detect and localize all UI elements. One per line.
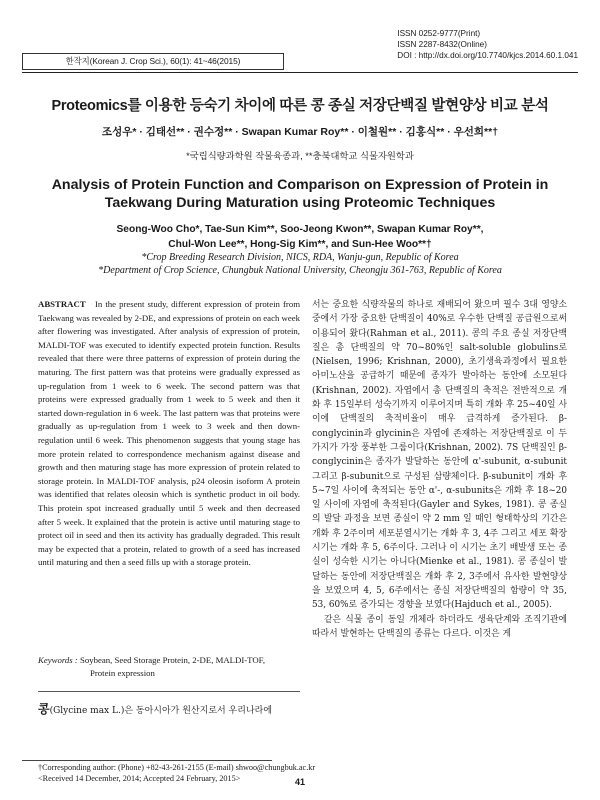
received-dates: <Received 14 December, 2014; Accepted 24 February, 2015> <box>38 774 241 783</box>
issn-online: ISSN 2287-8432(Online) <box>397 40 487 49</box>
keywords-line-2: Protein expression <box>90 668 155 679</box>
journal-citation: 한작지(Korean J. Crop Sci.), 60(1): 41~46(2015) <box>22 53 284 70</box>
keywords <box>38 654 300 680</box>
korean-title: Proteomics를 이용한 등숙기 차이에 따른 콩 종실 저장단백질 발현양상 비교 분석 <box>51 98 549 114</box>
english-title <box>30 176 570 212</box>
english-authors <box>30 222 570 252</box>
intro-first-line <box>38 702 300 718</box>
english-affiliation <box>20 252 580 277</box>
issn-print: ISSN 0252-9777(Print) <box>397 29 481 38</box>
korean-authors: 조성우* · 김태선** · 권수정** · Swapan Kumar Roy** · 이철원** · 김홍식** · 우선희**† <box>101 126 499 138</box>
issn-doi-block <box>397 28 578 61</box>
intro-line-text: (Glycine max L.)은 동아시아가 원산지로서 우리나라에 <box>49 706 273 716</box>
korean-affiliation: *국립식량과학원 작물육종과, **충북대학교 식물자원학과 <box>186 151 414 161</box>
english-title-line-2: Taekwang During Maturation using Proteomic Techniques <box>104 195 496 211</box>
english-authors-line-1: Seong-Woo Cho*, Tae-Sun Kim**, Soo-Jeong Kwon**, Swapan Kumar Roy**, <box>116 224 484 235</box>
english-title-line-1: Analysis of Protein Function and Comparison on Expression of Protein in <box>51 177 549 193</box>
body-paragraph-2: 같은 식물 종이 동일 개체라 하더라도 생육단계와 조직기관에 따라서 발현하는 단백질의 종류는 다르다. 이것은 게 <box>312 614 567 639</box>
footnote-divider <box>22 760 272 761</box>
english-affiliation-line-1: *Crop Breeding Research Division, NICS, RDA, Wanju-gun, Republic of Korea <box>141 252 459 263</box>
header-divider <box>22 72 578 73</box>
drop-cap: 콩 <box>38 702 50 716</box>
keywords-line-1: Soybean, Seed Storage Protein, 2-DE, MALDI-TOF, <box>79 655 266 665</box>
page-number: 41 <box>294 777 305 787</box>
corresponding-author: †Corresponding author: (Phone) +82-43-261-2155 (E-mail) shwoo@chungbuk.ac.kr <box>38 763 316 772</box>
english-affiliation-line-2: *Department of Crop Science, Chungbuk National University, Cheongju 361-763, Republic of Korea <box>98 264 502 276</box>
abstract <box>38 298 300 570</box>
english-authors-line-2: Chul-Won Lee**, Hong-Sig Kim**, and Sun-Hee Woo**† <box>168 239 432 250</box>
right-column-body <box>312 298 567 641</box>
doi-link[interactable]: DOI : http://dx.doi.org/10.7740/kjcs.2014.60.1.041 <box>397 51 578 60</box>
keywords-divider <box>38 691 300 692</box>
abstract-label: ABSTRACT <box>38 299 86 309</box>
body-paragraph-1: 서는 중요한 식량작물의 하나로 재배되어 왔으며 필수 3대 영양소 중에서 가장 중요한 단백질이 40%로 우수한 단백질 공급원으로써 이용되어 왔다(Rahman et al., 2011). 콩의 주요 종실 저장단백질은 총 단백질의 약 70~80%인 salt-soluble globulins로(Nielsen, 1996; Krishnan, 2000), 초기생육과정에서 필요한 아미노산을 공급하기 때문에 종자가 발아하는 동안에 소모된다(Krishnan, 2002). 자엽에서 총 단백질의 축적은 전반적으로 개화 후 15일부터 성숙기까지 이루어지며 특히 개화 후 25~40일 사이에 단백질의 축적비율이 매우 급격하게 증가된다. β-conglycinin과 glycinin은 자엽에 존재하는 저장단백질로 이 두 가지가 가장 풍부한 그룹이다(Krishnan, 2002). 7S 단백질인 β-conglycinin은 종자가 발달하는 동안에 α'-subunit, α-subunit 그리고 β-subunit으로 구성된 삼량체이다. β-subunit이 개화 후 5~7일 사이에 축적되는 동안 α'-, α-subunits은 개화 후 18~20일 사이에 자엽에 축적된다(Gayler and Sykes, 1981). 콩 종실의 발달 과정을 보면 종실이 약 2 mm 일 때인 형태학상의 기간은 개화 후 2주이며 세포분열시기는 개화 후 3, 4주 그리고 세포 확장 시기는 개화 후 5, 6주이다. 그러나 이 시기는 초기 배발생 또는 종실이 성숙한 시기는 아니다(Mienke et al., 1981). 콩 종실이 발달하는 동안에 저장단백질은 개화 후 2, 3주에서 유사한 발현양상을 보였으며 4, 5, 6주에서는 종실 저장단백질의 함량이 약 35, 53, 60%로 증가되는 경향을 보였다(Hajduch et al., 2005). <box>312 300 567 611</box>
keywords-label: Keywords : <box>38 655 78 665</box>
abstract-text: In the present study, different expression of protein from Taekwang was revealed by 2-DE, and expressions of protein on each week after flowering was investigated. After analysis of expression of protein, MALDI-TOF was executed to identify expected protein function. Results revealed that there were three patterns of expression of protein during the maturing. The first pattern was that proteins were gradually expressed as up-regulation from 1 week to 6 week. The second pattern was that proteins were expressed gradually from 1 week to 5 week and then it started down-regulation in 6 week. The last pattern was that proteins were gradually as up-regulation from 1 week to 3 week and then down-regulation until 6 week. This phenomenon suggests that young stage has more protein related to correspondence mechanism against disease and growth and then maturing stage has more expression of protein related to storage protein. In MALDI-TOF analysis, p24 oleosin isoform A protein was identified that relates oleosin which is synthetic product in oil body. This protein spot increased gradually until 5 week and then decreased after 5 week. It explained that the protein is active until maturing stage to protect oil in seed and then its activity has gradually degraded. This result may be expected that a protein, related to growth of a seed has increased until maturing and then a seed fills up with a storage protein. <box>38 299 301 568</box>
